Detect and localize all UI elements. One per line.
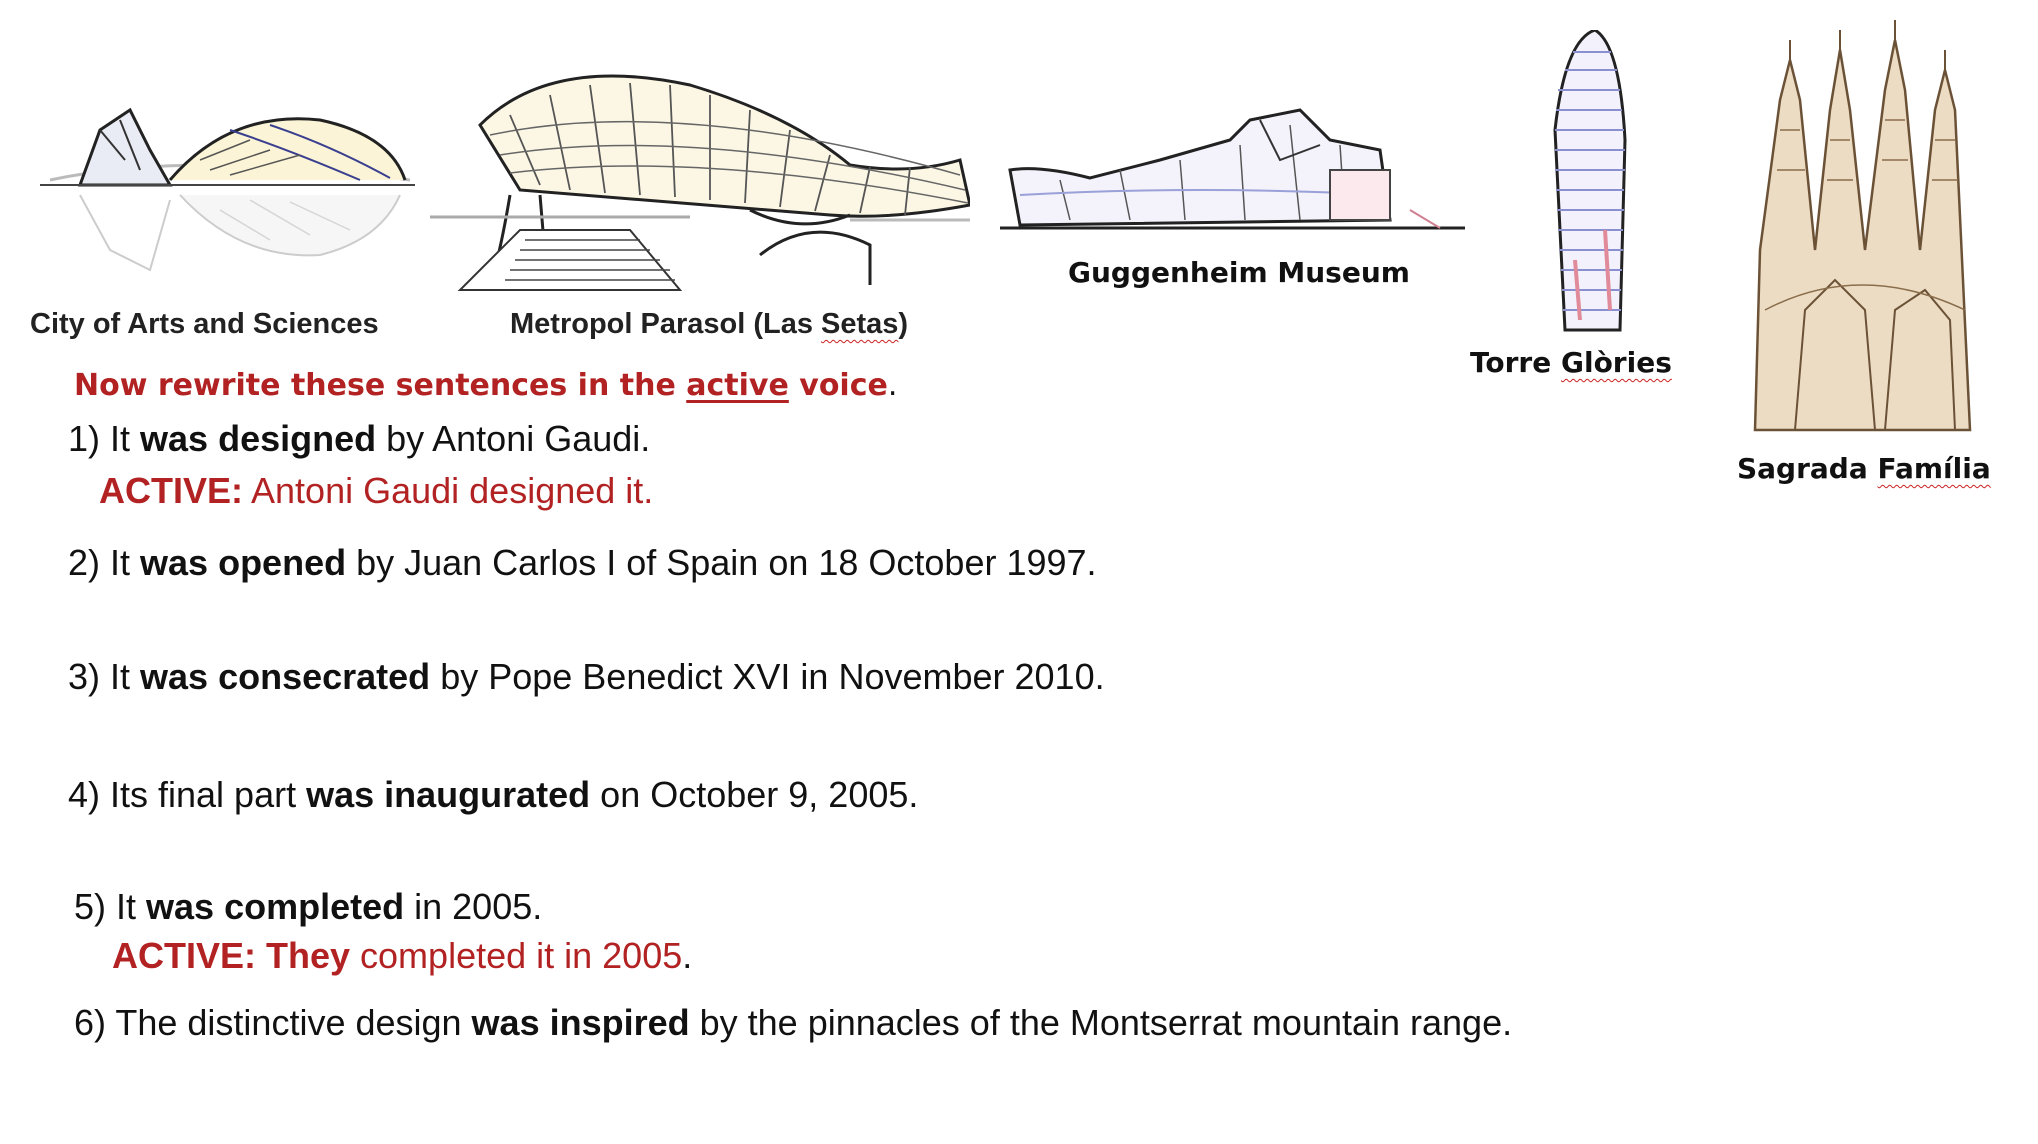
answer-5-label: ACTIVE: They — [112, 935, 351, 976]
answer-1-text: Antoni Gaudi designed it. — [243, 470, 654, 511]
sentence-2 — [68, 542, 1097, 584]
sentence-6-verb: was inspired — [471, 1002, 690, 1043]
instruction-underlined: active — [686, 368, 789, 403]
metropol-parasol-sketch — [430, 55, 970, 300]
answer-5-text: completed it in 2005 — [350, 935, 683, 976]
torre-glories-sketch — [1525, 30, 1635, 345]
instruction-heading — [74, 368, 897, 403]
guggenheim-caption: Guggenheim Museum — [1068, 256, 1410, 289]
sentence-3 — [68, 656, 1105, 698]
guggenheim-sketch — [1000, 100, 1470, 240]
sentence-4-verb: was inaugurated — [306, 774, 591, 815]
sentence-5 — [74, 886, 542, 928]
sagrada-caption-word: Família — [1877, 452, 1991, 485]
sentence-2-rest: by Juan Carlos I of Spain on 18 October 1997. — [346, 542, 1097, 583]
sentence-2-verb: was opened — [140, 542, 347, 583]
metropol-caption-prefix: Metropol Parasol (Las — [510, 308, 822, 340]
sentence-6-rest: by the pinnacles of the Montserrat mountain range. — [689, 1002, 1513, 1043]
sentence-4 — [68, 774, 918, 816]
torre-caption-prefix: Torre — [1470, 346, 1561, 379]
sentence-2-lead: 2) It — [68, 542, 141, 583]
sentence-5-verb: was completed — [146, 886, 405, 927]
sentence-4-rest: on October 9, 2005. — [590, 774, 919, 815]
sagrada-caption-prefix: Sagrada — [1737, 452, 1878, 485]
torre-glories-caption — [1470, 346, 1672, 379]
answer-1 — [99, 470, 653, 512]
sentence-6 — [74, 1002, 1512, 1044]
instruction-before: Now rewrite these sentences in the — [74, 368, 687, 403]
answer-5 — [112, 935, 692, 977]
city-of-arts-caption: City of Arts and Sciences — [30, 308, 379, 340]
instruction-after: voice — [788, 368, 888, 403]
sentence-1-rest: by Antoni Gaudi. — [376, 418, 651, 459]
sentence-5-rest: in 2005. — [404, 886, 543, 927]
sentence-1 — [68, 418, 650, 460]
sentence-1-verb: was designed — [140, 418, 377, 459]
sentence-5-lead: 5) It — [74, 886, 147, 927]
sentence-3-lead: 3) It — [68, 656, 141, 697]
metropol-caption-suffix: ) — [898, 308, 909, 340]
sagrada-familia-caption — [1737, 452, 1991, 485]
metropol-parasol-caption — [510, 308, 908, 341]
torre-caption-word: Glòries — [1560, 346, 1672, 379]
sentence-4-lead: 4) Its final part — [68, 774, 307, 815]
metropol-caption-word: Setas — [821, 308, 899, 340]
sentence-1-lead: 1) It — [68, 418, 141, 459]
answer-1-label: ACTIVE: — [99, 470, 243, 511]
instruction-period: . — [887, 368, 898, 403]
city-of-arts-sketch — [30, 90, 420, 290]
answer-5-period: . — [682, 935, 693, 976]
sentence-3-rest: by Pope Benedict XVI in November 2010. — [430, 656, 1105, 697]
sentence-3-verb: was consecrated — [140, 656, 431, 697]
sentence-6-lead: 6) The distinctive design — [74, 1002, 472, 1043]
sagrada-familia-sketch — [1735, 10, 1985, 440]
